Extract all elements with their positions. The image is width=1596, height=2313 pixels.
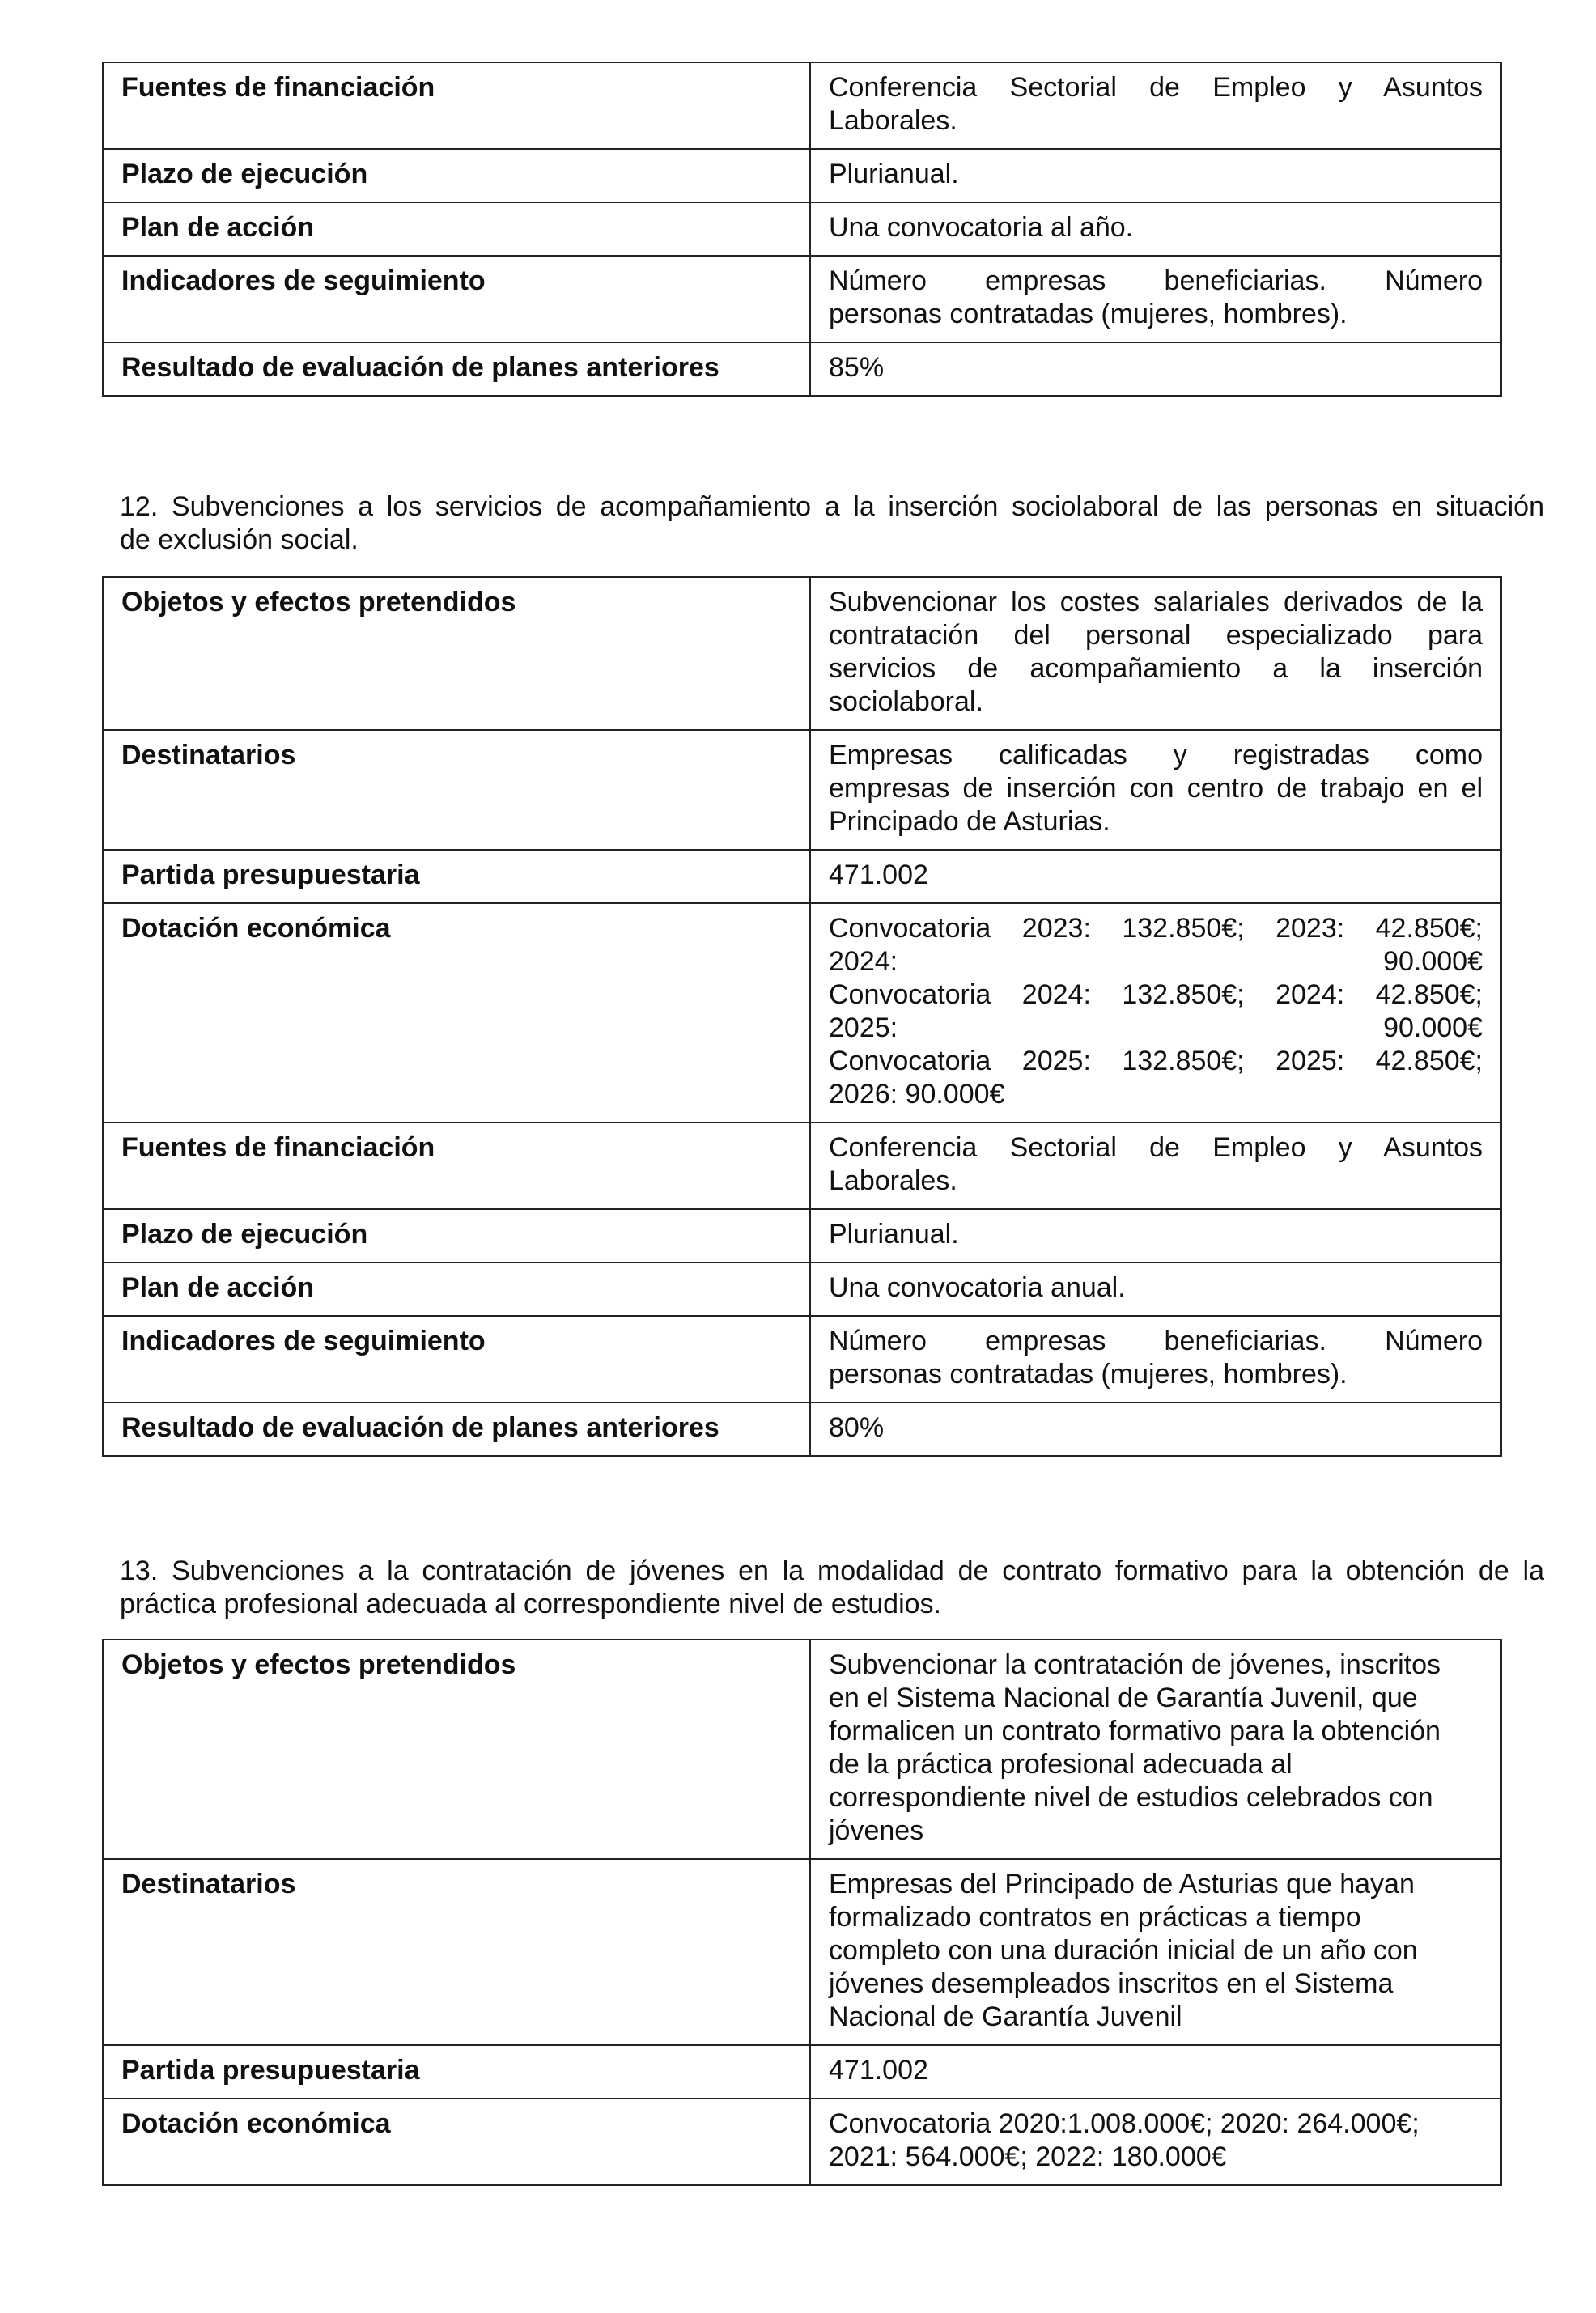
row-value [810, 850, 1501, 903]
text-line: jóvenes [829, 1815, 924, 1846]
text-line: 2024: 90.000€ [829, 946, 1483, 977]
section-heading-13 [120, 1555, 1544, 1621]
table-row [103, 1123, 1501, 1209]
text-line: en el Sistema Nacional de Garantía Juvenil, que [829, 1683, 1418, 1713]
row-value [810, 730, 1501, 850]
text-line: empresas de inserción con centro de trabajo en el [829, 773, 1483, 804]
text-line: Convocatoria 2024: 132.850€; 2024: 42.850€; [829, 979, 1483, 1010]
text-line: completo con una duración inicial de un año con [829, 1935, 1418, 1966]
row-value [810, 1263, 1501, 1316]
row-label: Dotación económica [103, 903, 810, 1123]
table-row [103, 62, 1501, 149]
row-label: Resultado de evaluación de planes anteriores [103, 342, 810, 396]
row-label: Partida presupuestaria [103, 2045, 810, 2099]
row-value [810, 1640, 1501, 1859]
table-block-12 [102, 576, 1502, 1457]
text-line: servicios de acompañamiento a la inserción [829, 653, 1483, 684]
text-line: Empresas calificadas y registradas como [829, 740, 1483, 770]
text-line: Plurianual. [829, 1219, 959, 1250]
table-row [103, 202, 1501, 256]
text-line: Principado de Asturias. [829, 806, 1110, 837]
text-line: Convocatoria 2025: 132.850€; 2025: 42.850€; [829, 1046, 1483, 1076]
table-row [103, 256, 1501, 342]
table-row [103, 903, 1501, 1123]
row-value [810, 256, 1501, 342]
text-line: Número empresas beneficiarias. Número [829, 265, 1483, 296]
table-row [103, 1209, 1501, 1263]
text-line: 471.002 [829, 2055, 928, 2086]
row-label: Indicadores de seguimiento [103, 1316, 810, 1403]
text-line: Una convocatoria anual. [829, 1272, 1126, 1303]
table-row [103, 1859, 1501, 2045]
text-line: de exclusión social. [120, 524, 359, 555]
row-label: Plazo de ejecución [103, 1209, 810, 1263]
row-label: Destinatarios [103, 1859, 810, 2045]
row-value [810, 202, 1501, 256]
text-line: sociolaboral. [829, 686, 983, 717]
text-line: Convocatoria 2020:1.008.000€; 2020: 264.000€; [829, 2108, 1420, 2139]
table-row [103, 1403, 1501, 1456]
text-line: Plurianual. [829, 159, 959, 189]
row-label: Indicadores de seguimiento [103, 256, 810, 342]
text-line: Subvencionar la contratación de jóvenes, inscritos [829, 1649, 1441, 1680]
row-label: Resultado de evaluación de planes anteriores [103, 1403, 810, 1456]
row-label: Objetos y efectos pretendidos [103, 577, 810, 730]
text-line: jóvenes desempleados inscritos en el Sistema [829, 1968, 1394, 1999]
text-line: personas contratadas (mujeres, hombres). [829, 1359, 1348, 1390]
row-label: Destinatarios [103, 730, 810, 850]
row-value [810, 2045, 1501, 2099]
row-value [810, 62, 1501, 149]
row-value [810, 342, 1501, 396]
text-line: Conferencia Sectorial de Empleo y Asuntos [829, 1132, 1483, 1163]
table-row [103, 1316, 1501, 1403]
row-label: Plan de acción [103, 202, 810, 256]
row-label: Fuentes de financiación [103, 1123, 810, 1209]
text-line: 85% [829, 352, 885, 383]
row-value [810, 149, 1501, 202]
row-value [810, 903, 1501, 1123]
text-line: Laborales. [829, 105, 957, 136]
table-row [103, 730, 1501, 850]
table-row [103, 1640, 1501, 1859]
text-line: 2021: 564.000€; 2022: 180.000€ [829, 2141, 1227, 2172]
text-line: Número empresas beneficiarias. Número [829, 1326, 1483, 1356]
text-line: Una convocatoria al año. [829, 212, 1134, 243]
text-line: Conferencia Sectorial de Empleo y Asuntos [829, 72, 1483, 103]
row-value [810, 577, 1501, 730]
text-line: contratación del personal especializado para [829, 620, 1483, 651]
table-row [103, 850, 1501, 903]
table-row [103, 342, 1501, 396]
table-row [103, 1263, 1501, 1316]
row-label: Objetos y efectos pretendidos [103, 1640, 810, 1859]
table-row [103, 577, 1501, 730]
row-label: Plan de acción [103, 1263, 810, 1316]
row-value [810, 2099, 1501, 2185]
table-row [103, 149, 1501, 202]
text-line: 2025: 90.000€ [829, 1012, 1483, 1043]
row-label: Dotación económica [103, 2099, 810, 2185]
table-row [103, 2099, 1501, 2185]
text-line: 471.002 [829, 859, 928, 890]
text-line: formalizado contratos en prácticas a tiempo [829, 1902, 1361, 1933]
table-block-11 [102, 62, 1502, 397]
text-line: 2026: 90.000€ [829, 1079, 1005, 1110]
text-line: 13. Subvenciones a la contratación de jóvenes en la modalidad de contrato formativo para la obtención de la [120, 1555, 1544, 1586]
row-value [810, 1123, 1501, 1209]
text-line: práctica profesional adecuada al correspondiente nivel de estudios. [120, 1589, 941, 1619]
text-line: personas contratadas (mujeres, hombres). [829, 299, 1348, 329]
row-value [810, 1209, 1501, 1263]
row-label: Fuentes de financiación [103, 62, 810, 149]
row-label: Partida presupuestaria [103, 850, 810, 903]
text-line: 12. Subvenciones a los servicios de acompañamiento a la inserción sociolaboral de las personas en situación [120, 491, 1544, 522]
text-line: Nacional de Garantía Juvenil [829, 2001, 1182, 2032]
row-value [810, 1403, 1501, 1456]
text-line: correspondiente nivel de estudios celebrados con [829, 1782, 1433, 1813]
text-line: formalicen un contrato formativo para la obtención [829, 1716, 1441, 1746]
text-line: Laborales. [829, 1165, 957, 1196]
table-row [103, 2045, 1501, 2099]
text-line: Subvencionar los costes salariales derivados de la [829, 587, 1483, 618]
row-label: Plazo de ejecución [103, 149, 810, 202]
table-block-13 [102, 1639, 1502, 2186]
text-line: Empresas del Principado de Asturias que hayan [829, 1869, 1415, 1899]
row-value [810, 1859, 1501, 2045]
text-line: de la práctica profesional adecuada al [829, 1749, 1293, 1780]
row-value [810, 1316, 1501, 1403]
text-line: Convocatoria 2023: 132.850€; 2023: 42.850€; [829, 913, 1483, 944]
section-heading-12 [120, 490, 1544, 557]
text-line: 80% [829, 1412, 885, 1443]
